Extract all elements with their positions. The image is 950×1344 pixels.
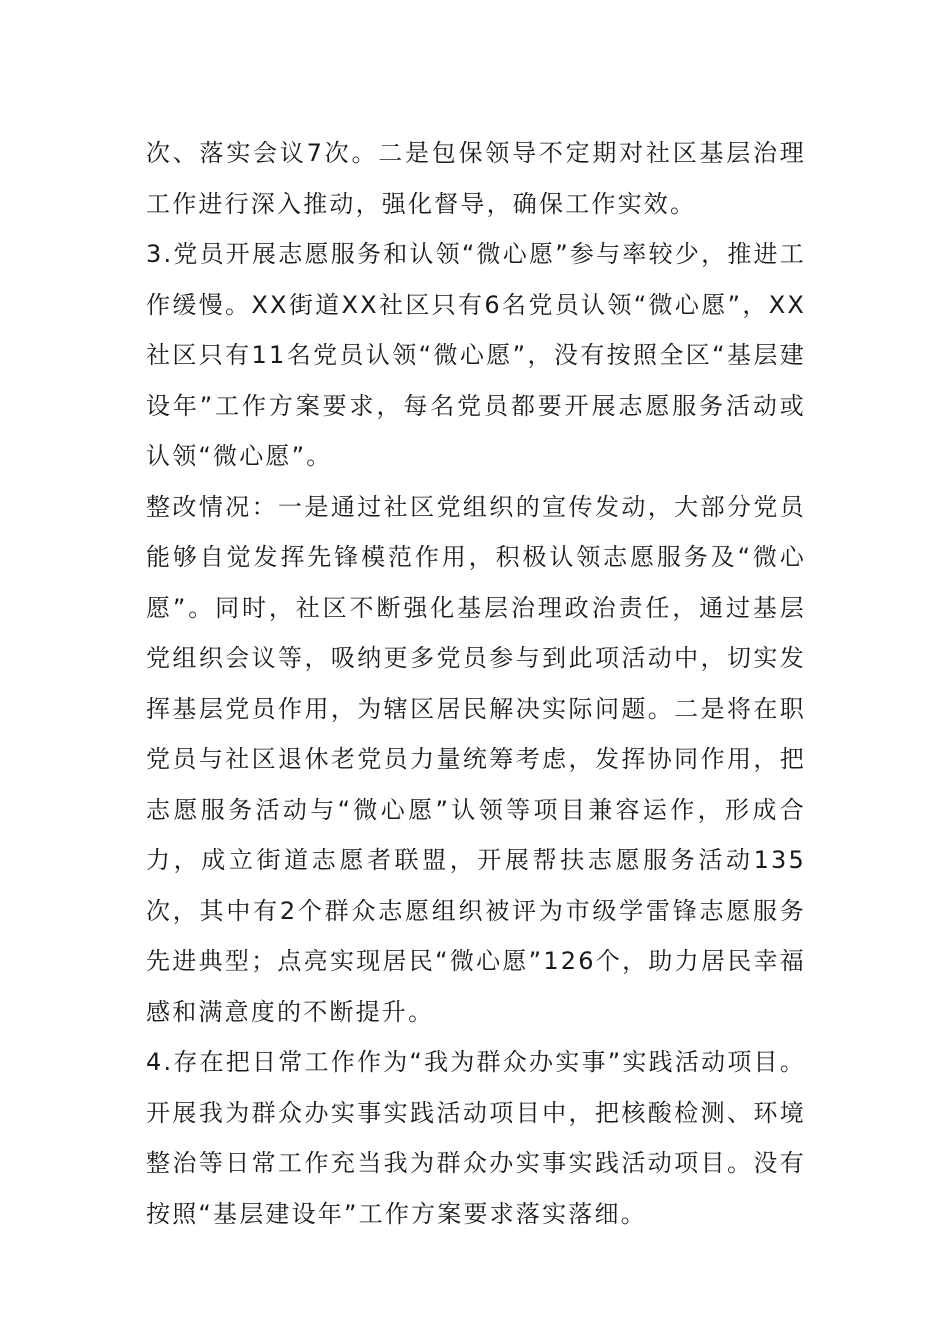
document-body bbox=[146, 128, 806, 1239]
paragraph-rectification: 整改情况：一是通过社区党组织的宣传发动，大部分党员能够自觉发挥先锋模范作用，积极认领志愿服务及“微心愿”。同时，社区不断强化基层治理政治责任，通过基层党组织会议等，吸纳更多党员参与到此项活动中，切实发挥基层党员作用，为辖区居民解决实际问题。二是将在职党员与社区退休老党员力量统筹考虑，发挥协同作用，把志愿服务活动与“微心愿”认领等项目兼容运作，形成合力，成立街道志愿者联盟，开展帮扶志愿服务活动135次，其中有2个群众志愿组织被评为市级学雷锋志愿服务先进典型；点亮实现居民“微心愿”126个，助力居民幸福感和满意度的不断提升。 bbox=[146, 492, 806, 1026]
paragraph-item-3: 3.党员开展志愿服务和认领“微心愿”参与率较少，推进工作缓慢。XX街道XX社区只有6名党员认领“微心愿”，XX社区只有11名党员认领“微心愿”，没有按照全区“基层建设年”工作方案要求，每名党员都要开展志愿服务活动或认领“微心愿”。 bbox=[146, 240, 806, 470]
paragraph-item-4: 4.存在把日常工作作为“我为群众办实事”实践活动项目。开展我为群众办实事实践活动项目中，把核酸检测、环境整治等日常工作充当我为群众办实事实践活动项目。没有按照“基层建设年”工作方案要求落实落细。 bbox=[146, 1048, 806, 1228]
paragraph-continuation: 次、落实会议7次。二是包保领导不定期对社区基层治理工作进行深入推动，强化督导，确保工作实效。 bbox=[146, 139, 806, 218]
